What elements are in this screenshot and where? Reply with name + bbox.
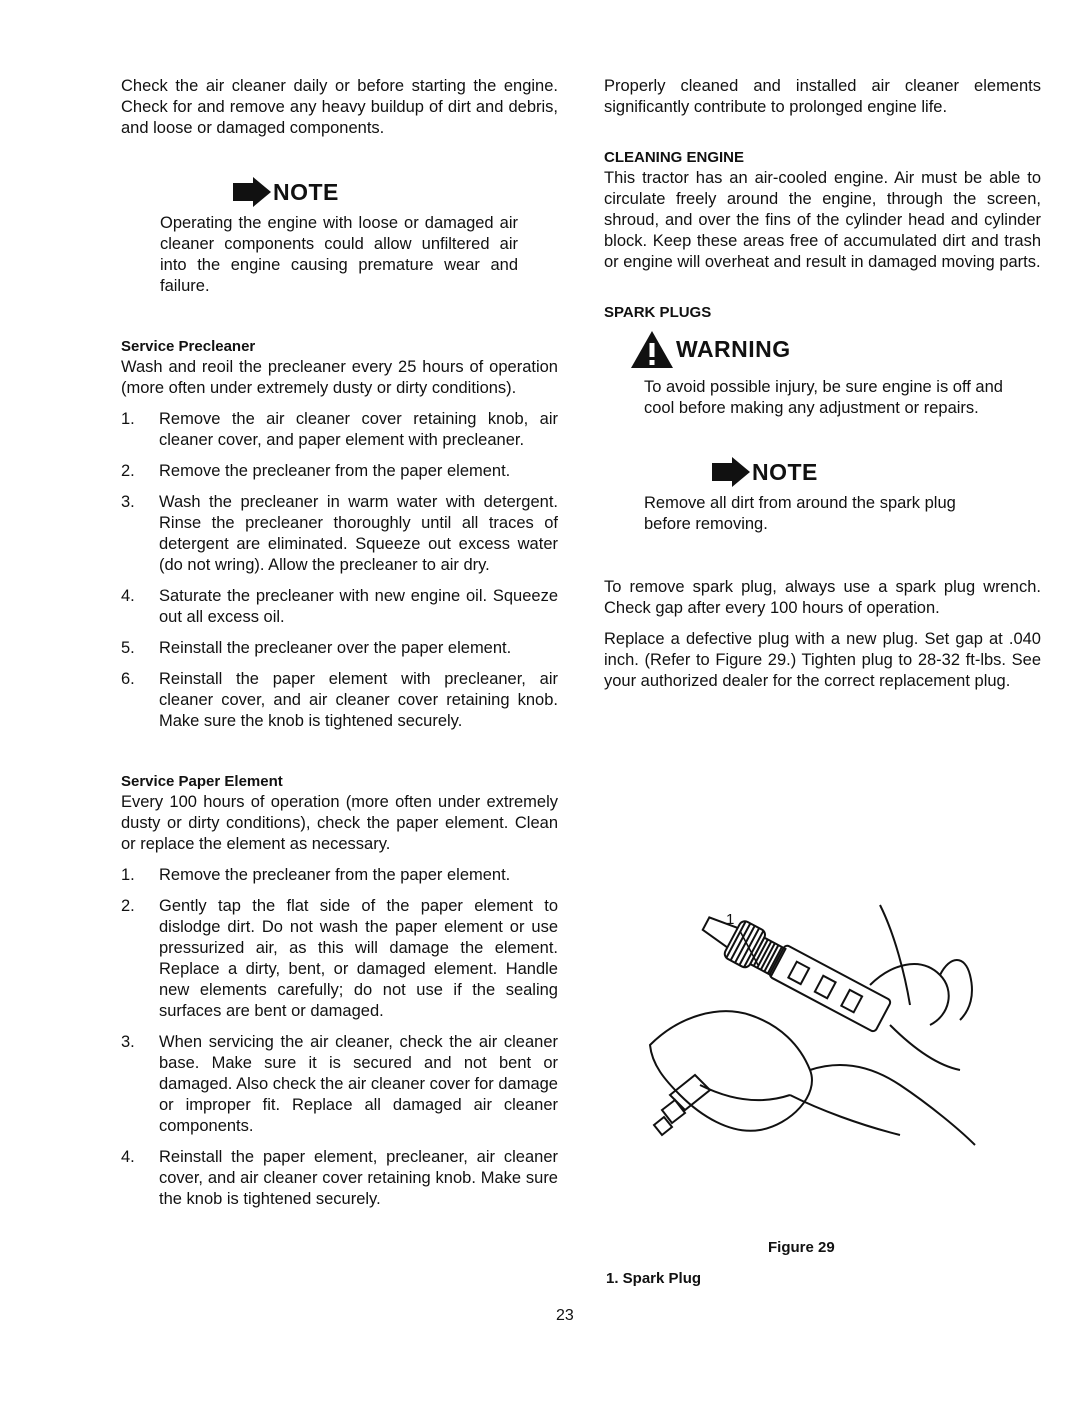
list-item: 4. Reinstall the paper element, precleaner, air cleaner cover, and air cleaner cover retaining knob. Make sure the knob is tightened securely. — [121, 1148, 558, 1208]
air-cleaner-intro: Check the air cleaner daily or before starting the engine. Check for and remove any heavy buildup of dirt and debris, and loose or damaged components. — [121, 77, 558, 137]
note-label: NOTE — [752, 458, 818, 485]
list-item: 2. Remove the precleaner from the paper element. — [121, 462, 511, 480]
paper-element-steps — [121, 865, 558, 1210]
cleaning-engine-section — [604, 148, 1041, 273]
list-item: 1. Remove the air cleaner cover retaining knob, air cleaner cover, and paper element with precleaner. — [121, 410, 558, 449]
figure-legend: 1. Spark Plug — [606, 1270, 702, 1287]
warning-callout — [630, 329, 1041, 369]
service-paper-element-section — [121, 772, 558, 1210]
list-item: 1. Remove the precleaner from the paper element. — [121, 866, 511, 884]
list-item: 6. Reinstall the paper element with precleaner, air cleaner cover, and air cleaner cover retaining knob. Make sure the knob is tightened securely. — [121, 670, 558, 730]
cleaning-engine-text: This tractor has an air-cooled engine. Air must be able to circulate freely around the engine, through the screen, shroud, and over the fins of the cylinder head and cylinder block. Keep these areas free of accumulated dirt and trash or engine will overheat and result in damaged moving parts. — [604, 169, 1041, 271]
service-precleaner-section — [121, 337, 558, 732]
list-item: 3. When servicing the air cleaner, check the air cleaner base. Make sure it is secured and not bent or damaged. Also check the air cleaner cover for damage or improper fit. Replace all damaged air cleaner components. — [121, 1033, 558, 1135]
right-column — [604, 76, 1041, 692]
precleaner-steps — [121, 409, 558, 732]
note-text: Operating the engine with loose or damaged air cleaner components could allow unfiltered air into the engine causing premature wear and failure. — [160, 214, 518, 295]
service-precleaner-intro: Wash and reoil the precleaner every 25 hours of operation (more often under extremely dusty or dirty conditions). — [121, 358, 558, 397]
spark-plug-replacement-text: Replace a defective plug with a new plug. Set gap at .040 inch. (Refer to Figure 29.) Tighten plug to 28-32 ft-lbs. See your authorized dealer for the correct replacement plug. — [604, 630, 1041, 690]
service-precleaner-heading: Service Precleaner — [121, 338, 256, 355]
cleaning-engine-heading: CLEANING ENGINE — [604, 149, 745, 166]
list-item: 3. Wash the precleaner in warm water with detergent. Rinse the precleaner thoroughly until all traces of detergent are eliminated. Squeeze out excess water (do not wring). Allow the precleaner to air dry. — [121, 493, 558, 574]
list-item: 4. Saturate the precleaner with new engine oil. Squeeze out all excess oil. — [121, 587, 558, 626]
note-callout — [712, 457, 1041, 487]
page-number: 23 — [556, 1307, 574, 1324]
warning-body — [644, 377, 1004, 419]
list-item: 5. Reinstall the precleaner over the paper element. — [121, 639, 512, 657]
note-arrow-icon — [712, 457, 750, 487]
figure-29-illustration — [640, 895, 980, 1185]
note-label: NOTE — [273, 178, 339, 205]
list-item: 2. Gently tap the flat side of the paper element to dislodge dirt. Do not wash the paper element or use pressurized air, as this will damage the element. Replace a dirty, bent, or damaged element. Handle new elements carefully; do not use if the sealing surfaces are bent or damaged. — [121, 897, 558, 1020]
spark-plugs-heading: SPARK PLUGS — [604, 304, 712, 321]
warning-label: WARNING — [676, 335, 791, 362]
note-callout — [233, 177, 558, 207]
warning-triangle-icon — [630, 329, 674, 369]
service-paper-element-heading: Service Paper Element — [121, 773, 283, 790]
warning-text: To avoid possible injury, be sure engine is off and cool before making any adjustment or repairs. — [644, 378, 1003, 417]
air-cleaner-life-text: Properly cleaned and installed air cleaner elements significantly contribute to prolonged engine life. — [604, 77, 1041, 116]
left-column — [121, 76, 558, 1210]
service-paper-element-intro: Every 100 hours of operation (more often under extremely dusty or dirty conditions), check the paper element. Clean or replace the element as necessary. — [121, 793, 558, 853]
figure-caption: Figure 29 — [768, 1239, 835, 1256]
note-body — [644, 493, 1004, 535]
figure-callout-number: 1 — [726, 911, 735, 928]
note-body — [121, 213, 558, 297]
note-arrow-icon — [233, 177, 271, 207]
note-text: Remove all dirt from around the spark plug before removing. — [644, 494, 956, 533]
spark-plug-drawing — [640, 895, 980, 1185]
spark-plug-removal-text: To remove spark plug, always use a spark plug wrench. Check gap after every 100 hours of operation. — [604, 578, 1041, 617]
spark-plugs-section — [604, 303, 1041, 692]
